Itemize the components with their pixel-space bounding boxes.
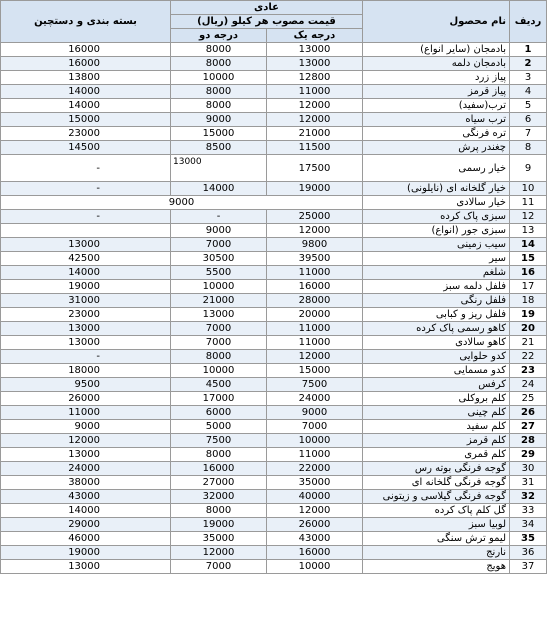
table-row (1, 406, 547, 420)
price-packaged: - (1, 155, 171, 182)
product-name: گوجه فرنگی گلخانه ای (363, 476, 510, 490)
price-packaged: 26000 (1, 392, 171, 406)
price-packaged: 14500 (1, 141, 171, 155)
table-row (1, 434, 547, 448)
price-grade2: 7000 (171, 336, 267, 350)
price-grade2: 17000 (171, 392, 267, 406)
table-row (1, 350, 547, 364)
price-grade1: 21000 (267, 127, 363, 141)
table-row (1, 99, 547, 113)
price-packaged: 23000 (1, 127, 171, 141)
price-grade1: 25000 (267, 210, 363, 224)
row-index: 12 (510, 210, 547, 224)
price-grade1: 11000 (267, 448, 363, 462)
price-grade1: 10000 (267, 434, 363, 448)
table-row (1, 57, 547, 71)
product-name: بادمجان (سایر انواع) (363, 43, 510, 57)
product-name: کلم چینی (363, 406, 510, 420)
price-grade1: 12800 (267, 71, 363, 85)
table-row (1, 71, 547, 85)
price-grade1: 35000 (267, 476, 363, 490)
row-index: 7 (510, 127, 547, 141)
table-row (1, 490, 547, 504)
price-packaged: - (1, 210, 171, 224)
price-grade1: 11000 (267, 322, 363, 336)
row-index: 29 (510, 448, 547, 462)
price-grade2: 8500 (171, 141, 267, 155)
table-row (1, 141, 547, 155)
price-grade1: 12000 (267, 113, 363, 127)
price-packaged: 29000 (1, 518, 171, 532)
price-packaged: 14000 (1, 99, 171, 113)
price-grade2: 9000 (171, 113, 267, 127)
product-name: لیمو ترش سنگی (363, 532, 510, 546)
product-name: سبزی جور (انواع) (363, 224, 510, 238)
row-index: 2 (510, 57, 547, 71)
row-index: 16 (510, 266, 547, 280)
price-grade1: 12000 (267, 99, 363, 113)
product-name: بادمجان دلمه (363, 57, 510, 71)
price-grade1: 39500 (267, 252, 363, 266)
price-grade2: 5000 (171, 420, 267, 434)
price-grade2: 15000 (171, 127, 267, 141)
price-packaged: 9000 (1, 420, 171, 434)
price-grade2: 35000 (171, 532, 267, 546)
table-row (1, 448, 547, 462)
price-grade2: 8000 (171, 350, 267, 364)
price-grade2: 21000 (171, 294, 267, 308)
row-index: 33 (510, 504, 547, 518)
table-row (1, 224, 547, 238)
price-packaged: 13800 (1, 71, 171, 85)
price-grade1: 11000 (267, 266, 363, 280)
price-grade2: 8000 (171, 448, 267, 462)
price-grade2: 8000 (171, 57, 267, 71)
table-row (1, 196, 547, 210)
price-note: 13000 (173, 157, 202, 167)
table-row (1, 364, 547, 378)
price-grade2: 7000 (171, 238, 267, 252)
price-grade1: 43000 (267, 532, 363, 546)
product-name: کدو مسمایی (363, 364, 510, 378)
price-packaged: 14000 (1, 266, 171, 280)
price-grade1: 40000 (267, 490, 363, 504)
price-grade2: 14000 (171, 182, 267, 196)
price-packaged: 23000 (1, 308, 171, 322)
price-packaged: 13000 (1, 448, 171, 462)
price-packaged: - (1, 182, 171, 196)
price-grade2: 10000 (171, 280, 267, 294)
price-grade2: 9000 (171, 224, 267, 238)
price-grade2: 5500 (171, 266, 267, 280)
row-index: 17 (510, 280, 547, 294)
row-index: 34 (510, 518, 547, 532)
table-row (1, 252, 547, 266)
price-grade1: 13000 (267, 57, 363, 71)
row-index: 15 (510, 252, 547, 266)
price-grade1: 12000 (267, 224, 363, 238)
product-name: سیر (363, 252, 510, 266)
table-row (1, 336, 547, 350)
row-index: 26 (510, 406, 547, 420)
row-index: 32 (510, 490, 547, 504)
product-name: کلم قرمز (363, 434, 510, 448)
row-index: 9 (510, 155, 547, 182)
price-grade2: 16000 (171, 462, 267, 476)
col-header-group: عادی (171, 1, 363, 15)
price-grade1: 26000 (267, 518, 363, 532)
price-grade1: 19000 (267, 182, 363, 196)
row-index: 31 (510, 476, 547, 490)
row-index: 13 (510, 224, 547, 238)
price-grade2: 7000 (171, 560, 267, 574)
price-grade1: 13000 (267, 43, 363, 57)
price-packaged (1, 224, 171, 238)
table-row (1, 476, 547, 490)
product-name: گوجه فرنگی گیلاسی و زیتونی (363, 490, 510, 504)
row-index: 24 (510, 378, 547, 392)
price-grade1: 28000 (267, 294, 363, 308)
price-packaged: 14000 (1, 85, 171, 99)
col-header-grade1: درجه یک (267, 29, 363, 43)
price-packaged: 31000 (1, 294, 171, 308)
table-row (1, 462, 547, 476)
col-header-price-title: قیمت مصوب هر کیلو (ریال) (171, 15, 363, 29)
table-row (1, 127, 547, 141)
price-packaged: 16000 (1, 57, 171, 71)
col-header-grade2: درجه دو (171, 29, 267, 43)
table-row (1, 280, 547, 294)
row-index: 3 (510, 71, 547, 85)
merged-price: 9000 (1, 196, 363, 210)
price-packaged: 15000 (1, 113, 171, 127)
table-row (1, 518, 547, 532)
price-packaged: 12000 (1, 434, 171, 448)
row-index: 14 (510, 238, 547, 252)
table-row (1, 238, 547, 252)
table-row (1, 113, 547, 127)
col-header-packaged: بسته بندی و دستچین (1, 1, 171, 43)
row-index: 4 (510, 85, 547, 99)
price-grade1: 12000 (267, 350, 363, 364)
product-name: فلفل ریز و کبابی (363, 308, 510, 322)
table-row (1, 420, 547, 434)
price-grade2 (171, 155, 267, 182)
price-grade2: 8000 (171, 99, 267, 113)
price-packaged: 9500 (1, 378, 171, 392)
price-packaged: 13000 (1, 560, 171, 574)
price-grade2: 8000 (171, 504, 267, 518)
price-grade1: 10000 (267, 560, 363, 574)
row-index: 1 (510, 43, 547, 57)
row-index: 22 (510, 350, 547, 364)
product-name: فلفل رنگی (363, 294, 510, 308)
price-grade1: 11000 (267, 336, 363, 350)
table-row (1, 504, 547, 518)
product-name: چغندر پرش (363, 141, 510, 155)
price-packaged: 19000 (1, 280, 171, 294)
row-index: 23 (510, 364, 547, 378)
row-index: 28 (510, 434, 547, 448)
product-name: نارنج (363, 546, 510, 560)
product-name: کاهو رسمی پاک کرده (363, 322, 510, 336)
product-name: خیار رسمی (363, 155, 510, 182)
product-name: گوجه فرنگی بوته رس (363, 462, 510, 476)
price-packaged: 43000 (1, 490, 171, 504)
price-grade2: - (171, 210, 267, 224)
row-index: 19 (510, 308, 547, 322)
price-grade1: 16000 (267, 546, 363, 560)
row-index: 30 (510, 462, 547, 476)
row-index: 5 (510, 99, 547, 113)
price-grade2: 32000 (171, 490, 267, 504)
price-grade1: 11000 (267, 85, 363, 99)
price-grade2: 27000 (171, 476, 267, 490)
product-name: کلم بروکلی (363, 392, 510, 406)
price-grade1: 11500 (267, 141, 363, 155)
product-name: سیب زمینی (363, 238, 510, 252)
row-index: 21 (510, 336, 547, 350)
price-grade2: 4500 (171, 378, 267, 392)
row-index: 6 (510, 113, 547, 127)
price-packaged: 13000 (1, 238, 171, 252)
table-row (1, 532, 547, 546)
product-name: پیاز قرمز (363, 85, 510, 99)
price-grade2: 7000 (171, 322, 267, 336)
price-packaged: 42500 (1, 252, 171, 266)
price-grade2: 8000 (171, 43, 267, 57)
product-name: خیار گلخانه ای (نایلونی) (363, 182, 510, 196)
row-index: 37 (510, 560, 547, 574)
price-packaged: 13000 (1, 322, 171, 336)
table-row (1, 266, 547, 280)
product-name: پیاز زرد (363, 71, 510, 85)
row-index: 25 (510, 392, 547, 406)
product-name: گل کلم پاک کرده (363, 504, 510, 518)
table-row (1, 210, 547, 224)
price-grade1: 22000 (267, 462, 363, 476)
price-packaged: 38000 (1, 476, 171, 490)
product-name: شلغم (363, 266, 510, 280)
product-name: لوبیا سبز (363, 518, 510, 532)
price-packaged: 18000 (1, 364, 171, 378)
price-packaged: 24000 (1, 462, 171, 476)
product-name: کدو حلوایی (363, 350, 510, 364)
table-row (1, 378, 547, 392)
price-packaged: - (1, 350, 171, 364)
row-index: 8 (510, 141, 547, 155)
price-grade1: 12000 (267, 504, 363, 518)
table-row (1, 43, 547, 57)
price-packaged: 16000 (1, 43, 171, 57)
price-packaged: 13000 (1, 336, 171, 350)
table-row (1, 392, 547, 406)
product-name: تره فرنگی (363, 127, 510, 141)
table-row (1, 182, 547, 196)
price-grade2: 30500 (171, 252, 267, 266)
price-grade2: 7500 (171, 434, 267, 448)
price-packaged: 46000 (1, 532, 171, 546)
price-packaged: 14000 (1, 504, 171, 518)
row-index: 36 (510, 546, 547, 560)
product-name: کاهو سالادی (363, 336, 510, 350)
product-name: فلفل دلمه سبز (363, 280, 510, 294)
price-packaged: 11000 (1, 406, 171, 420)
row-index: 11 (510, 196, 547, 210)
table-row (1, 546, 547, 560)
table-row (1, 294, 547, 308)
price-grade1: 7000 (267, 420, 363, 434)
product-name: ترب سیاه (363, 113, 510, 127)
row-index: 27 (510, 420, 547, 434)
price-grade2: 19000 (171, 518, 267, 532)
price-grade1: 7500 (267, 378, 363, 392)
price-grade1: 24000 (267, 392, 363, 406)
table-row (1, 322, 547, 336)
price-grade1: 20000 (267, 308, 363, 322)
table-body (1, 43, 547, 574)
price-grade2: 6000 (171, 406, 267, 420)
table-row (1, 308, 547, 322)
row-index: 35 (510, 532, 547, 546)
col-header-name: نام محصول (363, 1, 510, 43)
price-grade2: 8000 (171, 85, 267, 99)
product-name: ترب(سفید) (363, 99, 510, 113)
price-grade1: 16000 (267, 280, 363, 294)
row-index: 20 (510, 322, 547, 336)
price-packaged: 19000 (1, 546, 171, 560)
product-name: کلم سفید (363, 420, 510, 434)
col-header-index: ردیف (510, 1, 547, 43)
table-row (1, 85, 547, 99)
price-grade1: 9800 (267, 238, 363, 252)
row-index: 18 (510, 294, 547, 308)
price-grade1: 9000 (267, 406, 363, 420)
price-grade2: 10000 (171, 364, 267, 378)
price-grade1: 15000 (267, 364, 363, 378)
product-name: کرفس (363, 378, 510, 392)
product-name: سبزی پاک کرده (363, 210, 510, 224)
price-grade2: 12000 (171, 546, 267, 560)
table-row (1, 155, 547, 182)
table-row (1, 560, 547, 574)
price-grade2: 10000 (171, 71, 267, 85)
product-name: خیار سالادی (363, 196, 510, 210)
product-name: هویج (363, 560, 510, 574)
price-grade2: 13000 (171, 308, 267, 322)
row-index: 10 (510, 182, 547, 196)
price-grade1: 17500 (267, 155, 363, 182)
product-name: کلم قمری (363, 448, 510, 462)
